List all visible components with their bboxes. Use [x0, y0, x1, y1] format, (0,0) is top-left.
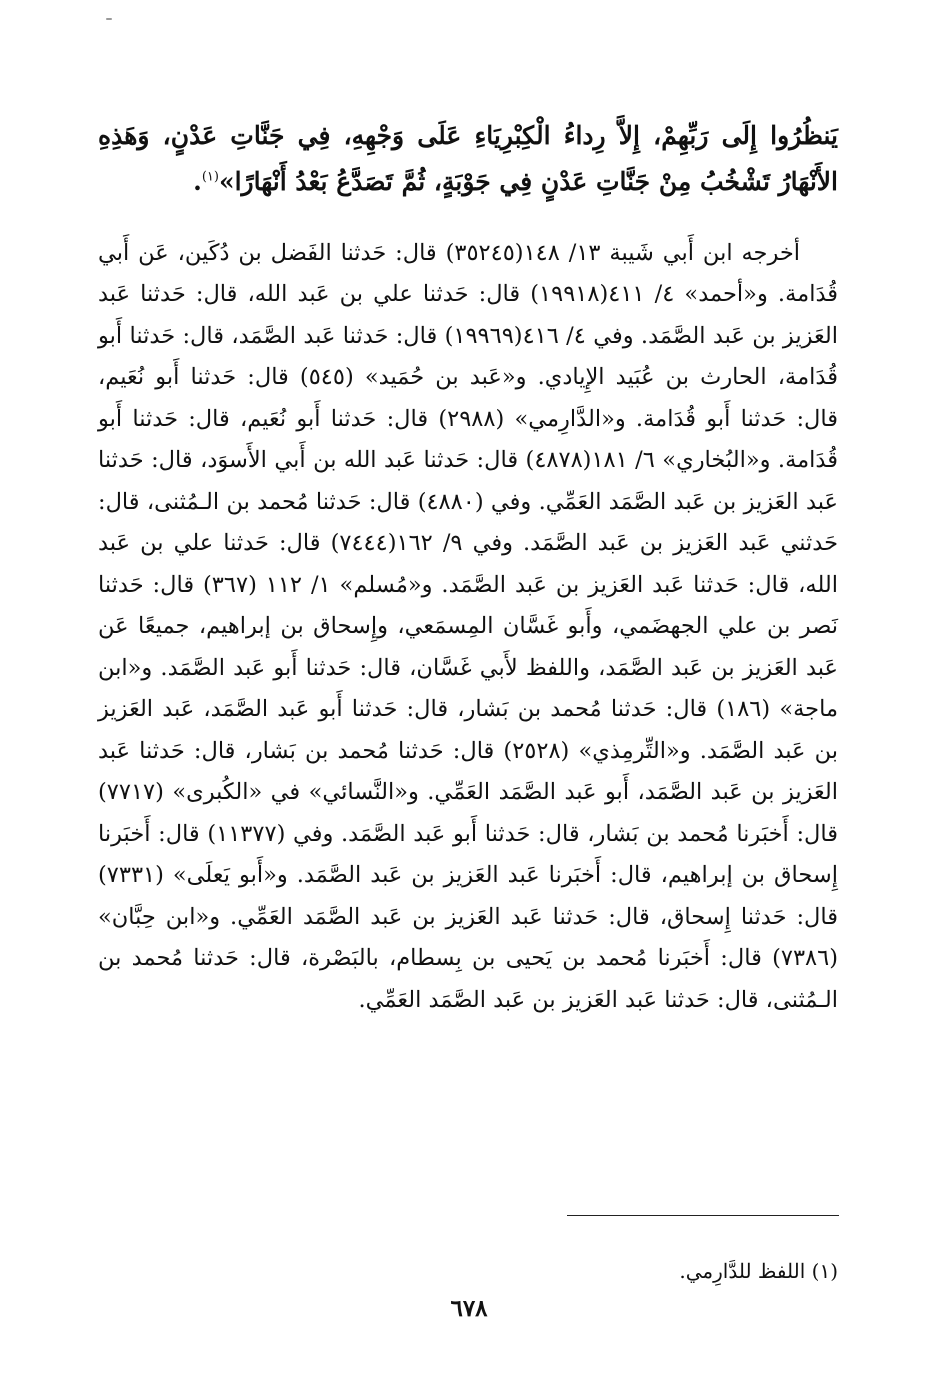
page-number: ٦٧٨	[450, 1295, 488, 1322]
hadith-quote	[98, 113, 838, 205]
footnote-ref: (١)	[201, 169, 219, 185]
hadith-end: .	[193, 167, 202, 196]
hadith-text: يَنظُرُوا إِلَى رَبِّهِمْ، إِلاَّ رِداءُ الْكِبْرِيَاءِ عَلَى وَجْهِهِ، فِي جَنَّاتِ عَدْنٍ، وَهَذِهِ الأَنْهَارُ تَشْخُبُ مِنْ جَنَّاتِ عَدْنٍ فِي جَوْبَةٍ، ثُمَّ تَصَدَّعُ بَعْدُ أَنْهَارًا»	[98, 121, 838, 196]
footnote-separator	[567, 1215, 839, 1216]
takhrij-paragraph: أخرجه ابن أَبي شَيبة ١٣/ ١٤٨(٣٥٢٤٥) قال: حَدثنا الفَضل بن دُكَين، عَن أَبي قُدَامة. و«أحمد» ٤/ ٤١١(١٩٩١٨) قال: حَدثنا علي بن عَبد الله، قال: حَدثنا عَبد العَزيز بن عَبد الصَّمَد. وفي ٤/ ٤١٦(١٩٩٦٩) قال: حَدثنا عَبد الصَّمَد، قال: حَدثنا أَبو قُدَامة، الحارث بن عُبَيد الإِيادي. و«عَبد بن حُمَيد» (٥٤٥) قال: حَدثنا أَبو نُعَيم، قال: حَدثنا أَبو قُدَامة. و«الدَّارِمي» (٢٩٨٨) قال: حَدثنا أَبو نُعَيم، قال: حَدثنا أَبو قُدَامة. و«البُخاري» ٦/ ١٨١(٤٨٧٨) قال: حَدثنا عَبد الله بن أَبي الأَسوَد، قال: حَدثنا عَبد العَزيز بن عَبد الصَّمَد العَمِّي. وفي (٤٨٨٠) قال: حَدثنا مُحمد بن الـمُثنى، قال: حَدثني عَبد العَزيز بن عَبد الصَّمَد. وفي ٩/ ١٦٢(٧٤٤٤) قال: حَدثنا علي بن عَبد الله، قال: حَدثنا عَبد العَزيز بن عَبد الصَّمَد. و«مُسلم» ١/ ١١٢ (٣٦٧) قال: حَدثنا نَصر بن علي الجهضَمي، وأَبو غَسَّان المِسمَعي، وإِسحاق بن إبراهيم، جميعًا عَن عَبد العَزيز بن عَبد الصَّمَد، واللفظ لأَبي غَسَّان، قال: حَدثنا أَبو عَبد الصَّمَد. و«ابن ماجة» (١٨٦) قال: حَدثنا مُحمد بن بَشار، قال: حَدثنا أَبو عَبد الصَّمَد، عَبد العَزيز بن عَبد الصَّمَد. و«التِّرمِذي» (٢٥٢٨) قال: حَدثنا مُحمد بن بَشار، قال: حَدثنا عَبد العَزيز بن عَبد الصَّمَد، أَبو عَبد الصَّمَد العَمِّي. و«النَّسائي» في «الكُبرى» (٧٧١٧) قال: أَخبَرنا مُحمد بن بَشار، قال: حَدثنا أَبو عَبد الصَّمَد. وفي (١١٣٧٧) قال: أَخبَرنا إِسحاق بن إبراهيم، قال: أَخبَرنا عَبد العَزيز بن عَبد الصَّمَد. و«أَبو يَعلَى» (٧٣٣١) قال: حَدثنا إِسحاق، قال: حَدثنا عَبد العَزيز بن عَبد الصَّمَد العَمِّي. و«ابن حِبَّان» (٧٣٨٦) قال: أَخبَرنا مُحمد بن يَحيى بن بِسطام، بالبَصْرة، قال: حَدثنا مُحمد بن الـمُثنى، قال: حَدثنا عَبد العَزيز بن عَبد الصَّمَد العَمِّي.	[98, 239, 839, 1013]
scan-mark	[106, 18, 112, 20]
footnote: (١) اللفظ للدَّارِمي.	[679, 1259, 838, 1283]
